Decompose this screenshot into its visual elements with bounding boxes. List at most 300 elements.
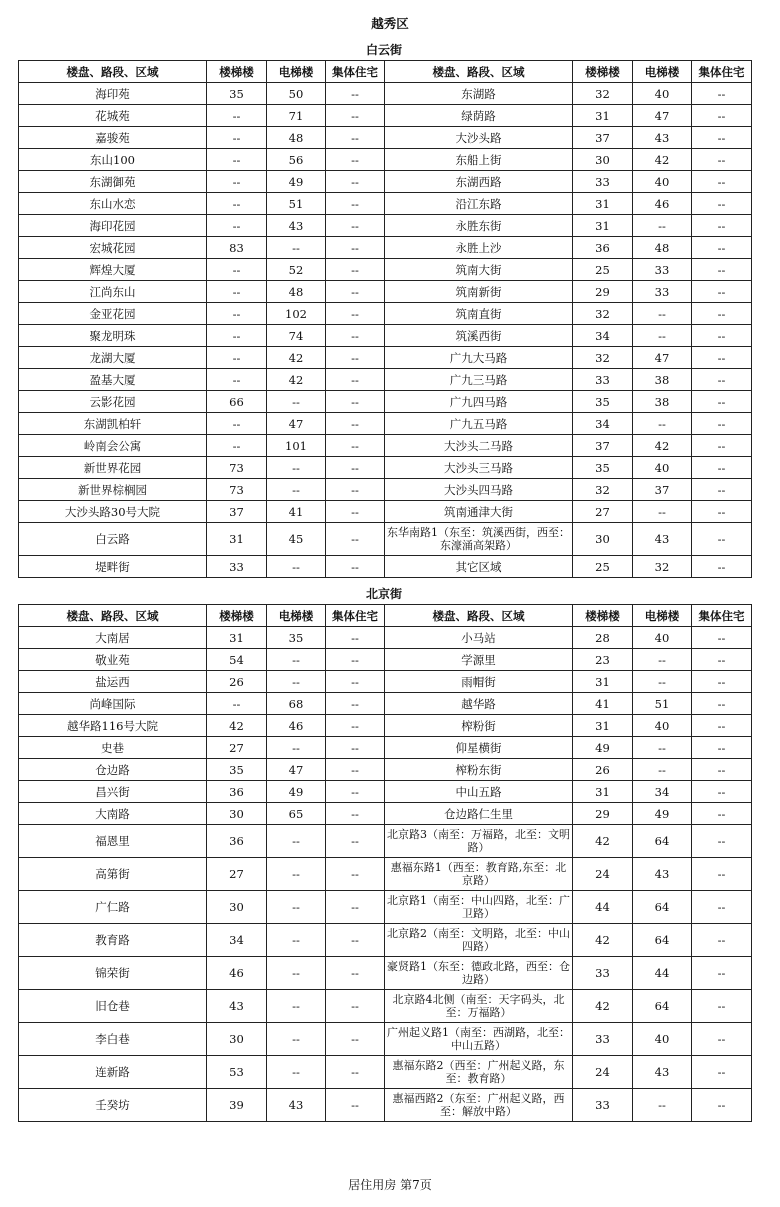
elevator-cell: 65: [267, 803, 326, 825]
stair-cell: --: [207, 149, 267, 171]
name-cell: 海印苑: [19, 83, 207, 105]
collective-cell: --: [692, 671, 752, 693]
column-header: 电梯楼: [633, 605, 692, 627]
name-cell: 李白巷: [19, 1023, 207, 1056]
elevator-cell: 64: [633, 924, 692, 957]
table-row: [19, 435, 752, 457]
stair-cell: 44: [573, 891, 633, 924]
table-row: [19, 259, 752, 281]
table-row: [19, 281, 752, 303]
table-row: [19, 149, 752, 171]
stair-cell: --: [207, 259, 267, 281]
name-cell: 广州起义路1（南至：西湖路，北至：中山五路）: [385, 1023, 573, 1056]
name-cell: 永胜上沙: [385, 237, 573, 259]
name-cell: 绿荫路: [385, 105, 573, 127]
name-cell: 沿江东路: [385, 193, 573, 215]
name-cell: 金亚花园: [19, 303, 207, 325]
table-baiyun: [18, 60, 752, 578]
collective-cell: --: [692, 237, 752, 259]
elevator-cell: 44: [633, 957, 692, 990]
name-cell: 云影花园: [19, 391, 207, 413]
stair-cell: 42: [207, 715, 267, 737]
name-cell: 中山五路: [385, 781, 573, 803]
stair-cell: 25: [573, 556, 633, 578]
stair-cell: --: [207, 413, 267, 435]
elevator-cell: 40: [633, 1023, 692, 1056]
collective-cell: --: [326, 347, 385, 369]
collective-cell: --: [326, 825, 385, 858]
name-cell: 敬业苑: [19, 649, 207, 671]
stair-cell: 30: [207, 803, 267, 825]
column-header: 集体住宅: [692, 605, 752, 627]
elevator-cell: 47: [633, 105, 692, 127]
collective-cell: --: [692, 957, 752, 990]
name-cell: 仓边路: [19, 759, 207, 781]
elevator-cell: 40: [633, 627, 692, 649]
table-row: [19, 858, 752, 891]
elevator-cell: 38: [633, 369, 692, 391]
elevator-cell: 33: [633, 259, 692, 281]
name-cell: 惠福西路2（东至：广州起义路，西至：解放中路）: [385, 1089, 573, 1122]
name-cell: 学源里: [385, 649, 573, 671]
elevator-cell: 71: [267, 105, 326, 127]
collective-cell: --: [326, 325, 385, 347]
elevator-cell: --: [267, 391, 326, 413]
elevator-cell: 47: [267, 413, 326, 435]
collective-cell: --: [326, 627, 385, 649]
column-header: 楼盘、路段、区域: [385, 605, 573, 627]
table-row: [19, 649, 752, 671]
collective-cell: --: [692, 303, 752, 325]
collective-cell: --: [326, 1089, 385, 1122]
collective-cell: --: [326, 990, 385, 1023]
collective-cell: --: [692, 501, 752, 523]
name-cell: 大沙头二马路: [385, 435, 573, 457]
name-cell: 东华南路1（东至：筑溪西街，西至：东濠涌高架路）: [385, 523, 573, 556]
stair-cell: --: [207, 347, 267, 369]
stair-cell: 39: [207, 1089, 267, 1122]
elevator-cell: 42: [267, 347, 326, 369]
elevator-cell: --: [267, 825, 326, 858]
stair-cell: 41: [573, 693, 633, 715]
table-row: [19, 556, 752, 578]
column-header: 电梯楼: [267, 605, 326, 627]
table-row: [19, 693, 752, 715]
stair-cell: 36: [573, 237, 633, 259]
collective-cell: --: [692, 1089, 752, 1122]
collective-cell: --: [692, 649, 752, 671]
stair-cell: 30: [207, 891, 267, 924]
elevator-cell: 40: [633, 171, 692, 193]
table-row: [19, 237, 752, 259]
stair-cell: 49: [573, 737, 633, 759]
collective-cell: --: [326, 435, 385, 457]
stair-cell: 35: [573, 457, 633, 479]
table-row: [19, 523, 752, 556]
table-row: [19, 413, 752, 435]
table-row: [19, 215, 752, 237]
name-cell: 豪贤路1（东至：德政北路，西至：仓边路）: [385, 957, 573, 990]
elevator-cell: 40: [633, 715, 692, 737]
stair-cell: 27: [207, 737, 267, 759]
name-cell: 北京路3（南至：万福路，北至：文明路）: [385, 825, 573, 858]
collective-cell: --: [326, 556, 385, 578]
collective-cell: --: [692, 259, 752, 281]
collective-cell: --: [326, 1023, 385, 1056]
table-row: [19, 501, 752, 523]
table-row: [19, 924, 752, 957]
stair-cell: --: [207, 193, 267, 215]
stair-cell: 37: [573, 127, 633, 149]
name-cell: 东山水恋: [19, 193, 207, 215]
stair-cell: 33: [573, 957, 633, 990]
name-cell: 榨粉东街: [385, 759, 573, 781]
elevator-cell: --: [633, 413, 692, 435]
collective-cell: --: [326, 457, 385, 479]
collective-cell: --: [326, 671, 385, 693]
stair-cell: 32: [573, 479, 633, 501]
collective-cell: --: [692, 281, 752, 303]
collective-cell: --: [692, 105, 752, 127]
table-row: [19, 990, 752, 1023]
column-header: 楼盘、路段、区域: [19, 61, 207, 83]
column-header: 集体住宅: [692, 61, 752, 83]
collective-cell: --: [326, 259, 385, 281]
name-cell: 昌兴街: [19, 781, 207, 803]
table-row: [19, 347, 752, 369]
stair-cell: 54: [207, 649, 267, 671]
collective-cell: --: [326, 781, 385, 803]
stair-cell: 25: [573, 259, 633, 281]
table-row: [19, 1056, 752, 1089]
elevator-cell: --: [267, 479, 326, 501]
table-header-row: [19, 61, 752, 83]
name-cell: 辉煌大厦: [19, 259, 207, 281]
table-row: [19, 83, 752, 105]
section-title-baiyun: 白云街: [365, 43, 402, 57]
collective-cell: --: [692, 149, 752, 171]
stair-cell: 35: [573, 391, 633, 413]
table-row: [19, 127, 752, 149]
name-cell: 教育路: [19, 924, 207, 957]
elevator-cell: 51: [633, 693, 692, 715]
collective-cell: --: [692, 369, 752, 391]
collective-cell: --: [326, 737, 385, 759]
stair-cell: 27: [573, 501, 633, 523]
name-cell: 龙湖大厦: [19, 347, 207, 369]
name-cell: 连新路: [19, 1056, 207, 1089]
elevator-cell: 47: [267, 759, 326, 781]
name-cell: 越华路: [385, 693, 573, 715]
elevator-cell: --: [267, 737, 326, 759]
name-cell: 江尚东山: [19, 281, 207, 303]
collective-cell: --: [326, 523, 385, 556]
elevator-cell: 43: [267, 1089, 326, 1122]
column-header: 集体住宅: [326, 61, 385, 83]
stair-cell: 34: [207, 924, 267, 957]
elevator-cell: 48: [267, 127, 326, 149]
name-cell: 高第街: [19, 858, 207, 891]
column-header: 电梯楼: [633, 61, 692, 83]
elevator-cell: 74: [267, 325, 326, 347]
table-row: [19, 457, 752, 479]
name-cell: 广九大马路: [385, 347, 573, 369]
elevator-cell: 49: [267, 171, 326, 193]
collective-cell: --: [326, 413, 385, 435]
elevator-cell: --: [633, 759, 692, 781]
name-cell: 东船上街: [385, 149, 573, 171]
stair-cell: 32: [573, 347, 633, 369]
collective-cell: --: [692, 325, 752, 347]
name-cell: 新世界棕榈园: [19, 479, 207, 501]
stair-cell: 24: [573, 858, 633, 891]
stair-cell: 37: [207, 501, 267, 523]
collective-cell: --: [692, 858, 752, 891]
stair-cell: 36: [207, 825, 267, 858]
stair-cell: --: [207, 325, 267, 347]
elevator-cell: 48: [633, 237, 692, 259]
collective-cell: --: [326, 83, 385, 105]
elevator-cell: 34: [633, 781, 692, 803]
stair-cell: 29: [573, 281, 633, 303]
elevator-cell: 40: [633, 83, 692, 105]
collective-cell: --: [326, 105, 385, 127]
stair-cell: --: [207, 369, 267, 391]
stair-cell: 31: [573, 715, 633, 737]
stair-cell: 34: [573, 413, 633, 435]
stair-cell: 30: [573, 149, 633, 171]
name-cell: 尚峰国际: [19, 693, 207, 715]
name-cell: 东湖西路: [385, 171, 573, 193]
name-cell: 惠福东路2（西至：广州起义路，东至：教育路）: [385, 1056, 573, 1089]
collective-cell: --: [326, 281, 385, 303]
name-cell: 旧仓巷: [19, 990, 207, 1023]
collective-cell: --: [326, 693, 385, 715]
name-cell: 广九五马路: [385, 413, 573, 435]
table-row: [19, 957, 752, 990]
name-cell: 盈基大厦: [19, 369, 207, 391]
name-cell: 仰星横街: [385, 737, 573, 759]
stair-cell: 37: [573, 435, 633, 457]
elevator-cell: --: [267, 671, 326, 693]
name-cell: 筑南通津大街: [385, 501, 573, 523]
collective-cell: --: [692, 435, 752, 457]
elevator-cell: 40: [633, 457, 692, 479]
collective-cell: --: [326, 171, 385, 193]
collective-cell: --: [326, 803, 385, 825]
name-cell: 榨粉街: [385, 715, 573, 737]
collective-cell: --: [326, 649, 385, 671]
name-cell: 惠福东路1（西至：教育路,东至：北京路）: [385, 858, 573, 891]
stair-cell: 31: [573, 215, 633, 237]
name-cell: 其它区域: [385, 556, 573, 578]
page-title: 越秀区: [371, 16, 409, 31]
elevator-cell: 52: [267, 259, 326, 281]
name-cell: 堤畔街: [19, 556, 207, 578]
stair-cell: 34: [573, 325, 633, 347]
name-cell: 东湖路: [385, 83, 573, 105]
stair-cell: 31: [573, 105, 633, 127]
collective-cell: --: [326, 237, 385, 259]
collective-cell: --: [326, 369, 385, 391]
collective-cell: --: [326, 193, 385, 215]
elevator-cell: --: [633, 325, 692, 347]
stair-cell: 29: [573, 803, 633, 825]
stair-cell: 46: [207, 957, 267, 990]
elevator-cell: --: [633, 737, 692, 759]
elevator-cell: 64: [633, 825, 692, 858]
collective-cell: --: [326, 501, 385, 523]
table-row: [19, 105, 752, 127]
name-cell: 花城苑: [19, 105, 207, 127]
collective-cell: --: [692, 891, 752, 924]
stair-cell: 24: [573, 1056, 633, 1089]
collective-cell: --: [692, 413, 752, 435]
name-cell: 雨帽街: [385, 671, 573, 693]
elevator-cell: 37: [633, 479, 692, 501]
table-row: [19, 891, 752, 924]
elevator-cell: 42: [633, 435, 692, 457]
elevator-cell: --: [633, 671, 692, 693]
table-row: [19, 759, 752, 781]
stair-cell: 43: [207, 990, 267, 1023]
elevator-cell: 47: [633, 347, 692, 369]
name-cell: 嘉骏苑: [19, 127, 207, 149]
elevator-cell: 42: [267, 369, 326, 391]
elevator-cell: 46: [267, 715, 326, 737]
collective-cell: --: [326, 715, 385, 737]
collective-cell: --: [692, 627, 752, 649]
name-cell: 大沙头路30号大院: [19, 501, 207, 523]
column-header: 电梯楼: [267, 61, 326, 83]
elevator-cell: 50: [267, 83, 326, 105]
collective-cell: --: [692, 523, 752, 556]
column-header: 楼梯楼: [207, 605, 267, 627]
collective-cell: --: [692, 1023, 752, 1056]
stair-cell: 73: [207, 479, 267, 501]
collective-cell: --: [326, 127, 385, 149]
collective-cell: --: [326, 858, 385, 891]
stair-cell: 28: [573, 627, 633, 649]
stair-cell: 42: [573, 990, 633, 1023]
collective-cell: --: [692, 457, 752, 479]
stair-cell: 53: [207, 1056, 267, 1089]
collective-cell: --: [692, 127, 752, 149]
table-row: [19, 671, 752, 693]
name-cell: 盐运西: [19, 671, 207, 693]
name-cell: 广九三马路: [385, 369, 573, 391]
collective-cell: --: [326, 303, 385, 325]
collective-cell: --: [692, 825, 752, 858]
table-row: [19, 391, 752, 413]
stair-cell: 31: [207, 523, 267, 556]
elevator-cell: 51: [267, 193, 326, 215]
stair-cell: 32: [573, 303, 633, 325]
elevator-cell: --: [633, 649, 692, 671]
elevator-cell: 101: [267, 435, 326, 457]
elevator-cell: --: [267, 1056, 326, 1089]
name-cell: 宏城花园: [19, 237, 207, 259]
table-row: [19, 803, 752, 825]
collective-cell: --: [326, 759, 385, 781]
collective-cell: --: [692, 83, 752, 105]
name-cell: 大沙头四马路: [385, 479, 573, 501]
stair-cell: 31: [573, 193, 633, 215]
column-header: 楼梯楼: [573, 61, 633, 83]
stair-cell: 33: [573, 171, 633, 193]
name-cell: 筑南大街: [385, 259, 573, 281]
name-cell: 东山100: [19, 149, 207, 171]
collective-cell: --: [326, 479, 385, 501]
elevator-cell: --: [267, 457, 326, 479]
stair-cell: 33: [573, 1023, 633, 1056]
elevator-cell: 43: [633, 1056, 692, 1089]
elevator-cell: --: [633, 215, 692, 237]
column-header: 楼梯楼: [573, 605, 633, 627]
collective-cell: --: [326, 1056, 385, 1089]
name-cell: 史巷: [19, 737, 207, 759]
name-cell: 小马站: [385, 627, 573, 649]
stair-cell: 31: [573, 781, 633, 803]
elevator-cell: 102: [267, 303, 326, 325]
elevator-cell: 43: [267, 215, 326, 237]
elevator-cell: --: [267, 649, 326, 671]
name-cell: 筑南新街: [385, 281, 573, 303]
table-row: [19, 479, 752, 501]
name-cell: 越华路116号大院: [19, 715, 207, 737]
name-cell: 广仁路: [19, 891, 207, 924]
elevator-cell: --: [267, 237, 326, 259]
elevator-cell: 32: [633, 556, 692, 578]
stair-cell: --: [207, 281, 267, 303]
collective-cell: --: [692, 781, 752, 803]
collective-cell: --: [692, 347, 752, 369]
column-header: 集体住宅: [326, 605, 385, 627]
table-beijing: [18, 604, 752, 1122]
elevator-cell: --: [633, 501, 692, 523]
name-cell: 大南居: [19, 627, 207, 649]
name-cell: 筑南直街: [385, 303, 573, 325]
name-cell: 岭南会公寓: [19, 435, 207, 457]
elevator-cell: 56: [267, 149, 326, 171]
collective-cell: --: [692, 556, 752, 578]
table-row: [19, 737, 752, 759]
stair-cell: --: [207, 303, 267, 325]
table-row: [19, 193, 752, 215]
stair-cell: 30: [573, 523, 633, 556]
stair-cell: 31: [207, 627, 267, 649]
elevator-cell: --: [267, 858, 326, 891]
elevator-cell: 35: [267, 627, 326, 649]
name-cell: 北京路1（南至：中山四路，北至：广卫路）: [385, 891, 573, 924]
name-cell: 聚龙明珠: [19, 325, 207, 347]
name-cell: 北京路2（南至：文明路，北至：中山四路）: [385, 924, 573, 957]
collective-cell: --: [326, 924, 385, 957]
collective-cell: --: [692, 693, 752, 715]
table-row: [19, 1089, 752, 1122]
elevator-cell: --: [267, 556, 326, 578]
collective-cell: --: [326, 957, 385, 990]
stair-cell: --: [207, 171, 267, 193]
collective-cell: --: [692, 924, 752, 957]
name-cell: 仓边路仁生里: [385, 803, 573, 825]
column-header: 楼梯楼: [207, 61, 267, 83]
stair-cell: 36: [207, 781, 267, 803]
collective-cell: --: [692, 391, 752, 413]
name-cell: 福恩里: [19, 825, 207, 858]
elevator-cell: 46: [633, 193, 692, 215]
elevator-cell: 43: [633, 858, 692, 891]
